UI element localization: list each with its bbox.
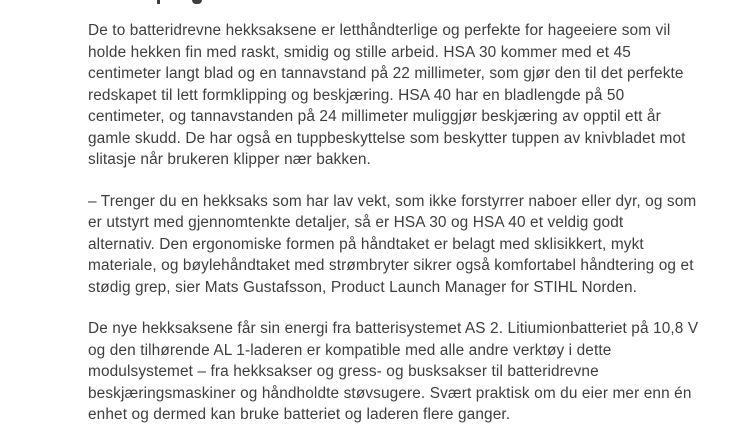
paragraph-line: beskjæringsmaskiner og håndholdte støvsugere. Svært praktisk om du eier mer enn én: [88, 384, 692, 402]
paragraph-line: alternativ. Den ergonomiske formen på håndtaket er belagt med sklisikkert, mykt: [88, 235, 644, 253]
paragraph-line: – Trenger du en hekksaks som har lav vekt, som ikke forstyrrer naboer eller dyr, og som: [88, 192, 697, 210]
paragraph-product-intro: [88, 20, 688, 171]
paragraph-line: er utstyrt med gjennomtenkte detaljer, så er HSA 30 og HSA 40 et veldig godt: [88, 214, 624, 231]
paragraph-line: stødig grep, sier Mats Gustafsson, Product Launch Manager for STIHL Norden.: [88, 278, 638, 296]
paragraph-line: De nye hekksaksene får sin energi fra batterisystemet AS 2. Litiumionbatteriet på 10,8 V: [88, 320, 699, 337]
paragraph-line: centimeter, og tannavstanden på 24 millimeter muliggjør beskjæring av opptil ett år: [88, 108, 661, 125]
paragraph-line: centimeter langt blad og en tannavstand på 22 millimeter, som gjør den til det perfekte: [88, 65, 684, 82]
paragraph-battery-system: [88, 318, 699, 426]
paragraph-quote: [88, 191, 697, 299]
paragraph-line: redskapet til lett formklipping og beskjæring. HSA 40 har en bladlengde på 50: [88, 86, 625, 104]
article: [88, 20, 699, 446]
paragraph-line: De to batteridrevne hekksaksene er letthåndterlige og perfekte for hageeiere som vil: [88, 22, 671, 39]
paragraph-line: materiale, og bøylehåndtaket med strømbryter sikrer også komfortabel håndtering og et: [88, 257, 694, 274]
cutoff-heading-descender-stem: [157, 0, 160, 4]
paragraph-line: gamle skudd. De har også en tuppbeskyttelse som beskytter tuppen av knivbladet mot: [88, 129, 686, 147]
paragraph-line: enhet og dermed kan bruke batteriet og laderen flere ganger.: [88, 406, 511, 423]
paragraph-line: modulsystemet – fra hekksakser og gress- og busksakser til batteridrevne: [88, 363, 599, 380]
paragraph-line: holde hekken fin med raskt, smidig og stille arbeid. HSA 30 kommer med et 45: [88, 43, 631, 61]
cutoff-heading-descender-loop: [192, 0, 202, 4]
paragraph-line: slitasje når brukeren klipper nær bakken.: [88, 151, 371, 168]
paragraph-line: og den tilhørende AL 1-laderen er kompatible med alle andre verktøy i dette: [88, 341, 612, 359]
